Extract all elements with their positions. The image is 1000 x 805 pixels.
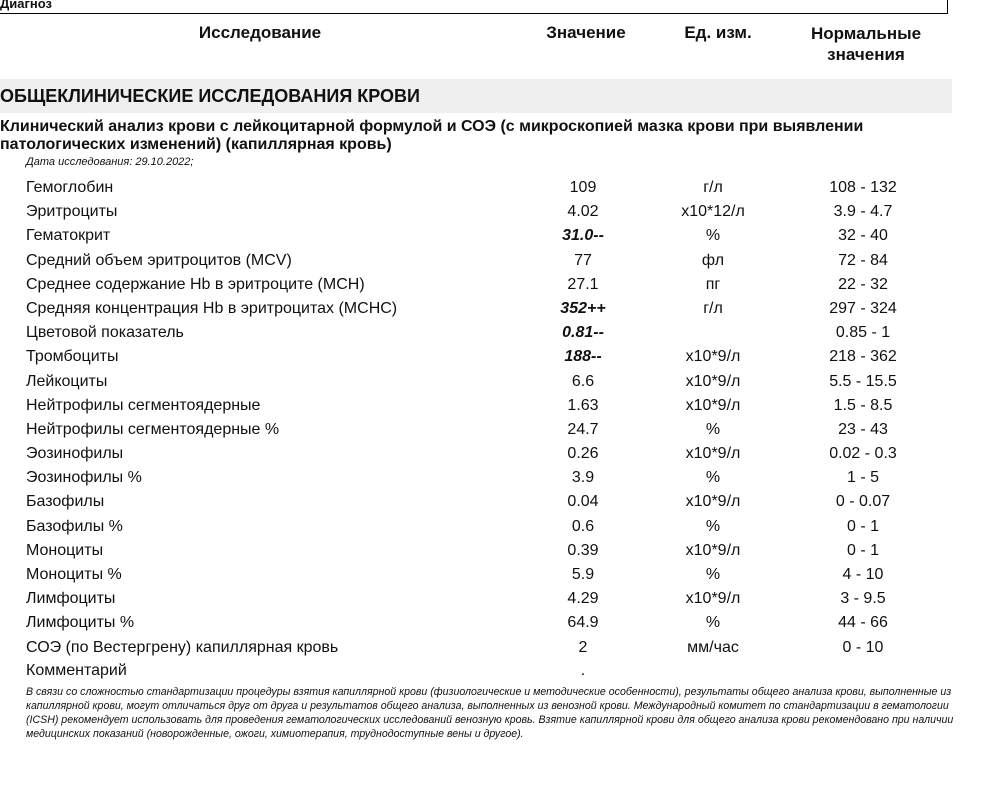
test-norm: 108 - 132 [829, 179, 897, 196]
test-name: Эозинофилы [26, 445, 124, 463]
test-value: 2 [578, 638, 588, 656]
test-value: 6.6 [571, 372, 595, 390]
test-name: Лимфоциты % [26, 614, 135, 632]
test-value: 0.04 [567, 493, 599, 511]
test-unit: г/л [703, 179, 723, 196]
test-name: Среднее содержание Hb в эритроците (MCH) [26, 275, 365, 293]
header-test: Исследование [198, 23, 322, 42]
test-norm: 44 - 66 [838, 614, 888, 632]
header-norm [800, 23, 932, 65]
test-name: Гематокрит [26, 227, 111, 245]
test-norm: 3 - 9.5 [840, 590, 886, 608]
test-unit: x10*9/л [685, 348, 741, 366]
test-name: Нейтрофилы сегментоядерные [26, 396, 261, 414]
test-unit: % [705, 566, 721, 583]
comment-label: Комментарий [26, 662, 127, 679]
test-name: Эритроциты [26, 203, 118, 221]
test-norm: 0 - 10 [842, 638, 884, 656]
table-row [0, 563, 1000, 587]
test-unit: г/л [703, 299, 723, 317]
test-name: Лейкоциты [26, 372, 108, 390]
test-unit: x10*9/л [685, 372, 741, 390]
test-unit: x10*9/л [685, 590, 741, 608]
test-norm: 1.5 - 8.5 [833, 396, 893, 414]
header-norm-line1: Нормальные [810, 24, 922, 43]
test-norm: 32 - 40 [838, 227, 888, 245]
test-value: 5.9 [571, 566, 595, 583]
test-unit: x10*9/л [685, 493, 741, 511]
test-norm: 0.85 - 1 [835, 324, 891, 342]
test-unit: % [705, 614, 721, 632]
header-value: Значение [546, 23, 626, 42]
method-note: В связи со сложностью стандартизации процедуры взятия капиллярной крови (физиологические и методические особенности), результаты общего анализа крови, выполненные из капиллярной крови, могут отличаться друг от друга и результатов общего анализа, выполненных из венозной крови. Международный комитет по стандартизации в гематологии (ICSH) рекомендует использовать для проведения гематологических исследований венозную кровь. Взятие капиллярной крови для общего анализа крови рекомендовано при наличии медицинских показаний (новорожденные, ожоги, химиотерапия, труднодоступные вены и другое). [26, 686, 954, 740]
test-unit: % [705, 469, 721, 487]
table-row [0, 273, 1000, 297]
table-row [0, 224, 1000, 248]
test-norm: 23 - 43 [838, 420, 888, 438]
test-norm: 0 - 1 [846, 517, 879, 535]
test-value: 3.9 [571, 469, 595, 487]
header-unit: Ед. изм. [684, 23, 752, 42]
test-name: Базофилы % [26, 517, 123, 535]
test-name: Моноциты [26, 541, 104, 559]
test-name: СОЭ (по Вестергрену) капиллярная кровь [26, 638, 339, 656]
test-unit: фл [701, 251, 725, 269]
header-norm-line2: значения [827, 45, 905, 64]
table-row [0, 176, 1000, 200]
test-value: 0.81-- [562, 324, 604, 342]
test-norm: 0 - 0.07 [835, 493, 891, 511]
table-row [0, 490, 1000, 514]
test-value: 352++ [560, 299, 606, 317]
test-unit: пг [705, 275, 721, 293]
test-unit: x10*9/л [685, 445, 741, 463]
test-value: 31.0-- [562, 227, 604, 245]
test-norm: 22 - 32 [838, 275, 888, 293]
test-name: Базофилы [26, 493, 105, 511]
test-value: 1.63 [567, 396, 599, 414]
test-value: 109 [569, 179, 597, 196]
test-unit: % [705, 227, 721, 245]
results-table [0, 176, 1000, 660]
test-name: Цветовой показатель [26, 324, 184, 342]
test-name: Средний объем эритроцитов (MCV) [26, 251, 292, 269]
test-norm: 3.9 - 4.7 [833, 203, 893, 221]
test-value: 0.6 [571, 517, 595, 535]
test-name: Средняя концентрация Hb в эритроцитах (MCHC) [26, 299, 398, 317]
table-row [0, 636, 1000, 660]
table-row [0, 345, 1000, 369]
diagnosis-box [0, 0, 948, 14]
test-norm: 218 - 362 [829, 348, 897, 366]
table-row [0, 418, 1000, 442]
table-row [0, 539, 1000, 563]
test-unit: % [705, 517, 721, 535]
test-name: Нейтрофилы сегментоядерные % [26, 420, 280, 438]
test-unit: % [705, 420, 721, 438]
comment-row [0, 659, 1000, 683]
test-unit: x10*9/л [685, 541, 741, 559]
table-row [0, 321, 1000, 345]
test-value: 0.26 [567, 445, 599, 463]
table-row [0, 611, 1000, 635]
study-date: Дата исследования: 29.10.2022; [26, 156, 194, 168]
diagnosis-label: Диагноз [0, 0, 52, 11]
test-value: 24.7 [567, 420, 599, 438]
table-row [0, 370, 1000, 394]
table-row [0, 200, 1000, 224]
comment-value: . [580, 662, 586, 679]
section-title: ОБЩЕКЛИНИЧЕСКИЕ ИССЛЕДОВАНИЯ КРОВИ [0, 79, 952, 113]
test-value: 4.02 [567, 203, 599, 221]
table-row [0, 442, 1000, 466]
table-row [0, 587, 1000, 611]
test-name: Эозинофилы % [26, 469, 142, 487]
table-row [0, 394, 1000, 418]
test-name: Моноциты % [26, 566, 122, 583]
test-value: 64.9 [567, 614, 599, 632]
test-norm: 1 - 5 [846, 469, 879, 487]
test-norm: 297 - 324 [829, 299, 897, 317]
table-row [0, 297, 1000, 321]
test-norm: 0.02 - 0.3 [829, 445, 897, 463]
test-unit: x10*12/л [681, 203, 745, 221]
test-norm: 5.5 - 15.5 [829, 372, 897, 390]
table-row [0, 515, 1000, 539]
analysis-title: Клинический анализ крови с лейкоцитарной формулой и СОЭ (с микроскопией мазка крови при выявлении патологических изменений) (капиллярная кровь) [0, 118, 864, 153]
table-row [0, 249, 1000, 273]
test-name: Гемоглобин [26, 179, 114, 196]
test-value: 0.39 [567, 541, 599, 559]
test-norm: 4 - 10 [842, 566, 884, 583]
table-row [0, 466, 1000, 490]
test-value: 188-- [564, 348, 602, 366]
test-value: 4.29 [567, 590, 599, 608]
test-norm: 72 - 84 [838, 251, 888, 269]
test-unit: x10*9/л [685, 396, 741, 414]
test-norm: 0 - 1 [846, 541, 879, 559]
test-unit: мм/час [687, 638, 739, 656]
test-value: 77 [574, 251, 592, 269]
test-name: Тромбоциты [26, 348, 119, 366]
test-name: Лимфоциты [26, 590, 116, 608]
test-value: 27.1 [567, 275, 599, 293]
